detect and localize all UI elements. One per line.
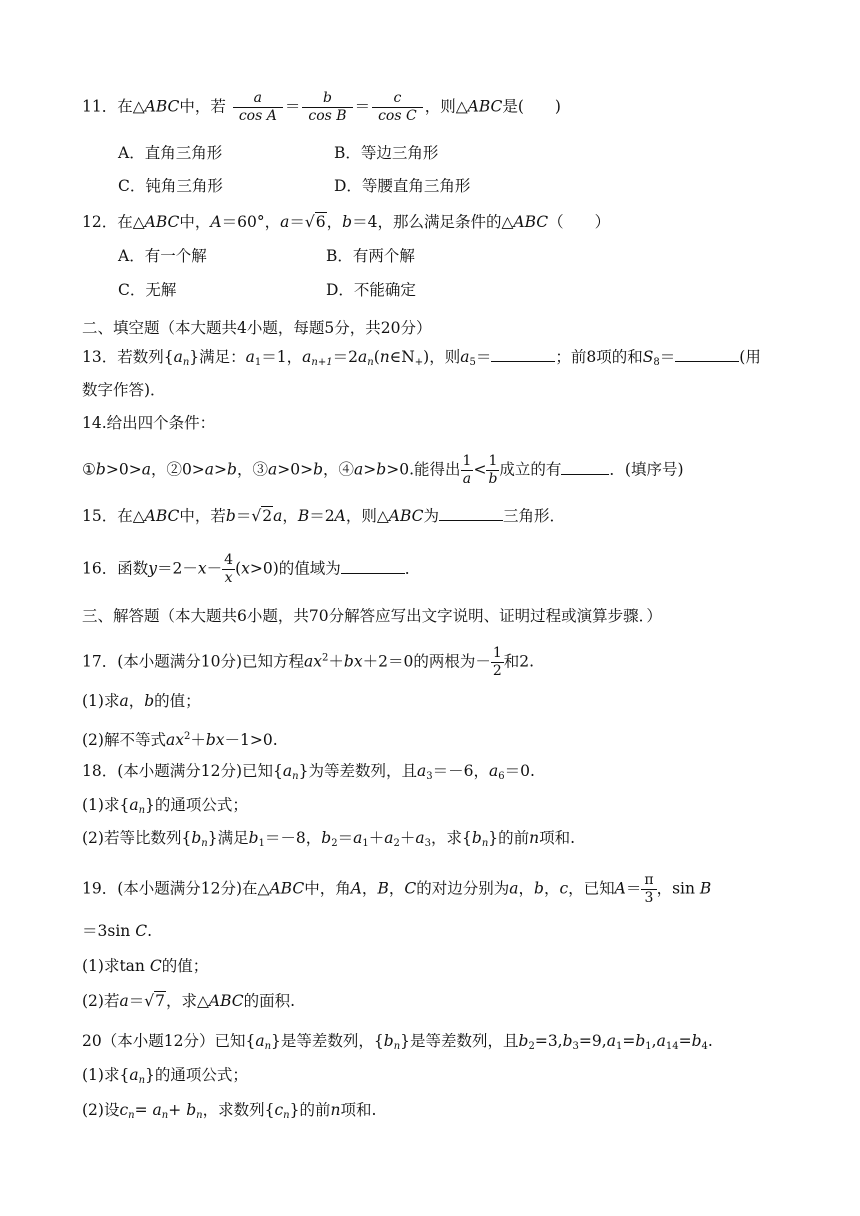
q13-stem: 13．若数列$\{a_n\}$满足：$a_1=1$，$a_{n+1}=2a_n(n\in N_+)$，则$a_5=$ ；前8项的和$S_8=$ (用 [82, 348, 761, 368]
section-fill-in-heading: 二、填空题（本大题共4小题，每题5分，共20分） [82, 319, 432, 337]
q19-stem: 19．(本小题满分12分)在△ABC中，角A，B，C的对边分别为a，b，c，已知A＝ $\frac{\pi}{3}$ ，sin B [82, 872, 712, 906]
q18-part2: (2)若等比数列$\{b_n\}$满足$b_1=-8$，$b_2=a_1+a_2+a_3$，求$\{b_n\}$的前n项和. [82, 829, 576, 849]
q11-stem: 11．在△ABC中，若 $\frac{a}{\text{cos A}}$ ＝ $\frac{b}{\text{cos B}}$ ＝ $\frac{c}{\text{cos C}}$ ，则△ABC是( ) [82, 90, 561, 124]
q20-stem: 20（本小题12分）已知$\{a_n\}$是等差数列，$\{b_n\}$是等差数列，且$b_2=3,b_3=9,a_1=b_1,a_{14}=b_4$. [82, 1032, 713, 1052]
q12-option-c: C．无解 [118, 281, 177, 299]
q12-stem: 12．在△ABC中，A＝60°，a＝√6，b＝4，那么满足条件的△ABC（ ） [82, 213, 611, 231]
q17-part2: (2)解不等式$ax^2+bx-1>0$. [82, 731, 278, 749]
q19-part2: (2)若a＝√7，求△ABC的面积. [82, 992, 296, 1010]
q15-stem: 15．在△ABC中，若b＝√2a，B＝2A，则△ABC为 三角形． [82, 507, 566, 525]
fraction: $\frac{\pi}{3}$ [641, 872, 656, 907]
q18-stem: 18．(本小题满分12分)已知$\{a_n\}$为等差数列，且$a_3=-6$，$a_6=0$. [82, 762, 535, 782]
answer-blank[interactable] [491, 347, 555, 362]
q13-line2: 数字作答)． [82, 381, 166, 399]
q20-part2: (2)设$c_n= a_n+ b_n$，求数列$\{c_n\}$的前n项和. [82, 1101, 377, 1121]
q12-option-a: A．有一个解 [118, 247, 207, 265]
fraction: $\frac{1}{2}$ [492, 645, 502, 679]
fraction: $\frac{c}{\text{cos C}}$ [372, 90, 423, 125]
fraction: $\frac{b}{\text{cos B}}$ [302, 90, 352, 125]
q18-part1: (1)求$\{a_n\}$的通项公式； [82, 796, 248, 816]
q16-stem: 16．函数y＝2－x－ $\frac{4}{x}$ (x>0)的值域为 ． [82, 552, 421, 586]
answer-blank[interactable] [675, 347, 739, 362]
q11-option-b: B．等边三角形 [334, 144, 439, 162]
sqrt-symbol: √7 [144, 992, 165, 1010]
q19-stem-cont: ＝3sin C. [82, 922, 153, 940]
sqrt-symbol: √6 [304, 213, 326, 231]
q12-option-d: D．不能确定 [326, 281, 416, 299]
q12-option-b: B．有两个解 [326, 247, 415, 265]
sqrt-symbol: √2 [251, 507, 273, 525]
fraction: $\frac{a}{\text{cos A}}$ [233, 90, 283, 125]
q19-part1: (1)求tan C的值； [82, 957, 209, 975]
answer-blank[interactable] [561, 460, 609, 475]
q14-stem: 14.给出四个条件： [82, 414, 216, 432]
q11-option-a: A．直角三角形 [118, 144, 223, 162]
fraction: $\frac{1}{b}$ [488, 453, 498, 487]
q20-part1: (1)求$\{a_n\}$的通项公式； [82, 1066, 248, 1086]
q17-stem: 17．(本小题满分10分)已知方程$ax^2+bx+2=0$的两根为－ $\frac{1}{2}$ 和2. [82, 645, 535, 679]
q17-part1: (1)求a，b的值； [82, 692, 201, 710]
q14-conditions: ①b>0>a，②0>a>b，③a>0>b，④a>b>0.能得出 $\frac{1}{a}$ < $\frac{1}{b}$ 成立的有 ．(填序号) [82, 453, 684, 487]
answer-blank[interactable] [341, 559, 405, 574]
section-solve-heading: 三、解答题（本大题共6小题，共70分解答应写出文字说明、证明过程或演算步骤．） [82, 607, 662, 625]
fraction: $\frac{4}{x}$ [224, 552, 234, 586]
answer-blank[interactable] [439, 506, 503, 521]
fraction: $\frac{1}{a}$ [462, 453, 472, 487]
q11-option-c: C．钝角三角形 [118, 177, 223, 195]
q11-option-d: D．等腰直角三角形 [334, 177, 471, 195]
